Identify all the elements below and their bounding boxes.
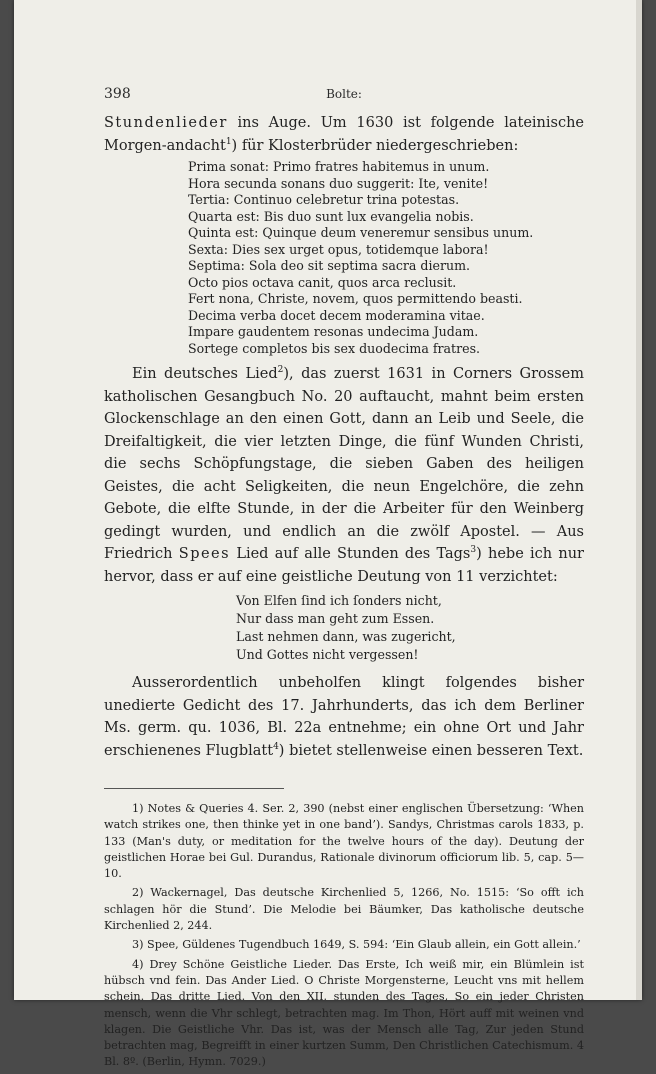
verse-line: Fert nona, Christe, novem, quos permittendo beasti.	[188, 291, 523, 306]
intro-text-end: ) für Klosterbrüder niedergeschrieben:	[231, 137, 519, 154]
book-page	[14, 0, 642, 1069]
verse-line: Octo pios octava canit, quos arca reclusit.	[188, 274, 457, 290]
footnote-2: 2) Wackernagel, Das deutsche Kirchenlied 5, 1266, No. 1515: ‘So offt ich schlagen hör die Stund’. Die Melodie bei Bäumker, Das katholische deutsche Kirchenlied 2, 244.	[104, 886, 584, 933]
footnote-1: 1) Notes & Queries 4. Ser. 2, 390 (nebst einer englischen Übersetzung: ‘When watch strikes one, then thinke yet in one band’). Sandys, Christmas carols 1833, p. 133 (Man's duty, or meditation for the twelve hours of the day). Deutung der geistlichen Horae bei Gul. Durandus, Rationale divinorum officiorum lib. 5, cap. 5—10.	[104, 802, 584, 881]
footnote-4: 4) Drey Schöne Geistliche Lieder. Das Erste, Ich weiß mir, ein Blümlein ist hübsch vnd fein. Das Ander Lied. O Christe Morgensterne, Leucht vns mit hellem schein. Das dritte Lied. Von den XII. stunden des Tages, So ein jeder Christen mensch, wenn die Vhr schlegt, betrachten mag. Im Thon, Hört auff mit weinen vnd klagen. Die Geistliche Vhr. Das ist, was der Mensch alle Tag, Zur jeden Stund betrachten mag, Begreifft in einer kurtzen Summ, Den Christlichen Catechismum. 4 Bl. 8º. (Berlin, Hymn. 7029.)	[104, 957, 584, 1069]
running-head: Bolte:	[326, 87, 362, 101]
verse-line: Impare gaudentem resonas undecima Judam.	[188, 324, 479, 339]
page-number: 398	[104, 86, 131, 102]
verse-line: Sortege completos bis sex duodecima fratres.	[188, 340, 481, 356]
page-header	[104, 86, 584, 104]
footnote-ref-4: 4	[273, 741, 279, 752]
footnote-3: 3) Spee, Güldenes Tugendbuch 1649, S. 594: ‘Ein Glaub allein, ein Gott allein.’	[132, 938, 581, 952]
paragraph-text: ), das zuerst 1631 in Corners Grossem katholischen Gesangbuch No. 20 auftaucht, mahnt beim ersten Glockenschlage an den einen Gott, dann an Leib und Seele, die Dreifaltigkeit, die vier letzten Dinge, die fünf Wunden Christi, die sechs Schöpfungstage, die sieben Gaben des heiligen Geistes, die acht Seligkeiten, die neun Engelchöre, die zehn Gebote, die elfte Stunde, in der die Arbeiter für den Weinberg gedingt wurden, und endlich an die zwölf Apostel. — Aus Friedrich	[104, 366, 584, 562]
verse-line: Prima sonat: Primo fratres habitemus in unum.	[188, 159, 490, 174]
page-edge	[636, 0, 642, 1000]
footnote-ref-2: 2	[277, 365, 284, 376]
third-paragraph	[104, 672, 584, 762]
verse-line: Last nehmen dann, was zugericht,	[236, 629, 456, 644]
verse-line: Decima verba docet decem moderamina vitae.	[188, 307, 485, 323]
verse-line: Tertia: Continuo celebretur trina potestas.	[188, 192, 460, 207]
paragraph-text: Ausserordentlich unbeholfen klingt folgendes bisher unedierte Gedicht des 17. Jahrhunderts, das ich dem Berliner Ms. germ. qu. 1036, Bl. 22a entnehme; ein ohne Ort und Jahr erschienenes Flugblatt	[104, 675, 584, 759]
verse-line: Nur dass man geht zum Essen.	[236, 611, 435, 626]
verse-line: Und Gottes nicht vergessen!	[236, 647, 419, 662]
paragraph-text: ) bietet stellenweise einen besseren Text.	[278, 742, 584, 759]
verse-line: Quarta est: Bis duo sunt lux evangelia nobis.	[188, 208, 474, 224]
verse-line: Hora secunda sonans duo suggerit: Ite, venite!	[188, 175, 489, 191]
footnote-ref-1: 1	[225, 136, 232, 147]
verse-line: Von Elfen ſind ich ſonders nicht,	[236, 593, 442, 608]
paragraph-text: Lied auf alle Stunden des Tags	[230, 546, 471, 562]
paragraph-text: ) hebe ich nur hervor, dass er auf eine geistliche Deutung von 11 verzichtet:	[104, 546, 584, 585]
intro-text: ins Auge. Um 1630 ist folgende lateinische Morgen-andacht	[104, 115, 584, 154]
paragraph-text: Ein deutsches Lied	[132, 366, 278, 382]
author-name: Spees	[178, 546, 231, 562]
footnote-divider	[104, 788, 284, 789]
second-paragraph	[104, 363, 584, 588]
intro-paragraph	[104, 112, 584, 157]
verse-line: Sexta: Dies sex urget opus, totidemque labora!	[188, 241, 489, 257]
verse-line: Quinta est: Quinque deum veneremur sensibus unum.	[188, 225, 534, 240]
latin-verse	[188, 159, 584, 357]
intro-emphasis: Stundenlieder	[104, 115, 228, 131]
verse-line: Septima: Sola deo sit septima sacra dierum.	[188, 258, 471, 273]
german-verse	[236, 592, 584, 664]
footnote-ref-3: 3	[470, 545, 477, 556]
body-text	[104, 112, 584, 1074]
